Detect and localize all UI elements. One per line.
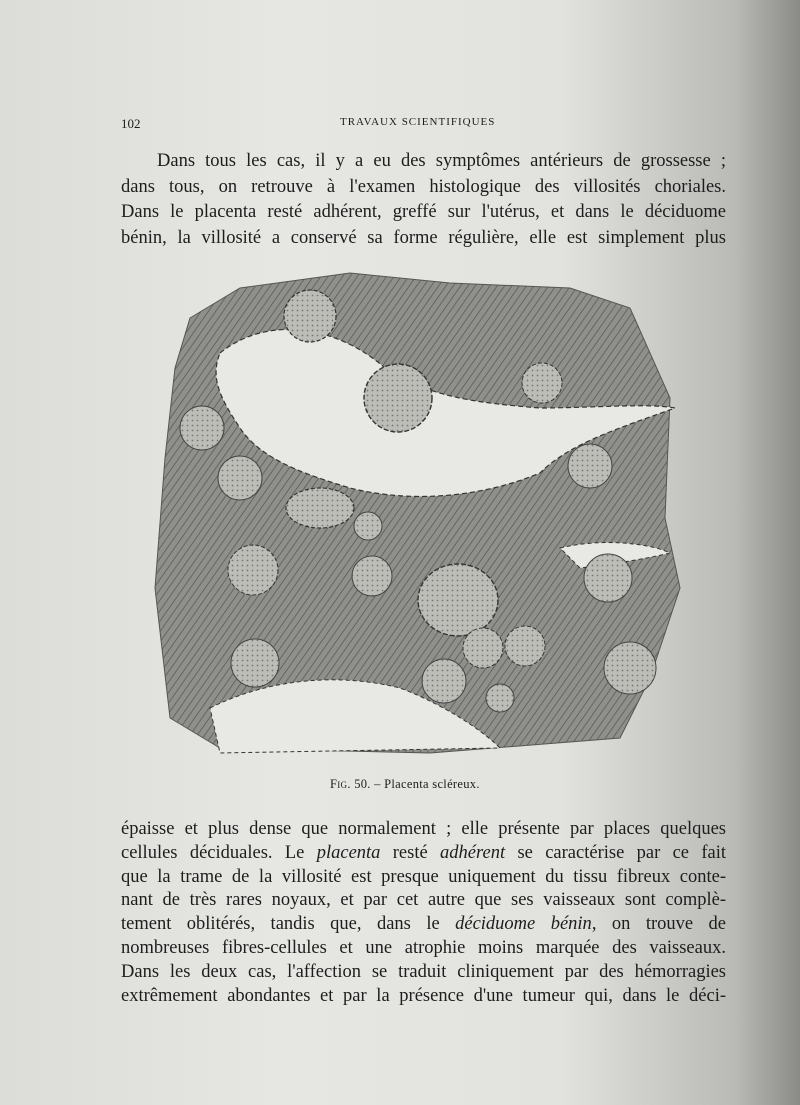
villus: [486, 684, 514, 712]
villus: [584, 554, 632, 602]
running-head: TRAVAUX SCIENTIFIQUES: [340, 116, 496, 128]
emphasis: placenta: [316, 842, 381, 863]
figure-label: Fig. 50.: [330, 777, 371, 791]
text-line: extrêmement abondantes et par la présence d'une tumeur qui, dans le déci-: [121, 985, 726, 1006]
villus: [463, 628, 503, 668]
page-number: 102: [121, 116, 141, 131]
figure-caption: [330, 777, 480, 792]
text-line: nombreuses fibres-cellules et une atrophie moins marquée des vaisseaux.: [121, 937, 726, 958]
text-line: Dans le placenta resté adhérent, greffé sur l'utérus, et dans le déciduome: [121, 202, 726, 222]
emphasis: déciduome bénin: [455, 914, 592, 935]
text-line: tement oblitérés, tandis que, dans le déciduome bénin, on trouve de: [121, 914, 726, 935]
paragraph-body: [121, 818, 726, 1008]
villus: [180, 406, 224, 450]
paragraph-intro: [121, 149, 726, 251]
text-line: Dans tous les cas, il y a eu des symptômes antérieurs de grossesse ;: [157, 151, 726, 171]
villus: [422, 659, 466, 703]
figure-title: – Placenta scléreux.: [370, 777, 480, 791]
villus: [418, 564, 498, 636]
villus: [354, 512, 382, 540]
villus: [231, 639, 279, 687]
text-line: dans tous, on retrouve à l'examen histologique des villosités choriales.: [121, 176, 726, 197]
villus: [522, 363, 562, 403]
text-line: bénin, la villosité a conservé sa forme régulière, elle est simplement plus: [121, 227, 726, 248]
villus: [364, 364, 432, 432]
histology-illustration: [150, 258, 710, 758]
villus: [218, 456, 262, 500]
villus: [505, 626, 545, 666]
villus: [286, 488, 354, 528]
emphasis: adhérent: [440, 842, 506, 863]
text-line: cellules déciduales. Le placenta resté adhérent se caractérise par ce fait: [121, 842, 726, 863]
text-line: épaisse et plus dense que normalement ; elle présente par places quelques: [121, 819, 726, 839]
villus: [604, 642, 656, 694]
villus: [352, 556, 392, 596]
text-line: Dans les deux cas, l'affection se traduit cliniquement par des hémorragies: [121, 961, 726, 982]
villus: [228, 545, 278, 595]
text-line: que la trame de la villosité est presque uniquement du tissu fibreux conte-: [121, 866, 726, 887]
villus: [568, 444, 612, 488]
villus: [284, 290, 336, 342]
text-line: nant de très rares noyaux, et par cet autre que ses vaisseaux sont complè-: [121, 890, 726, 911]
